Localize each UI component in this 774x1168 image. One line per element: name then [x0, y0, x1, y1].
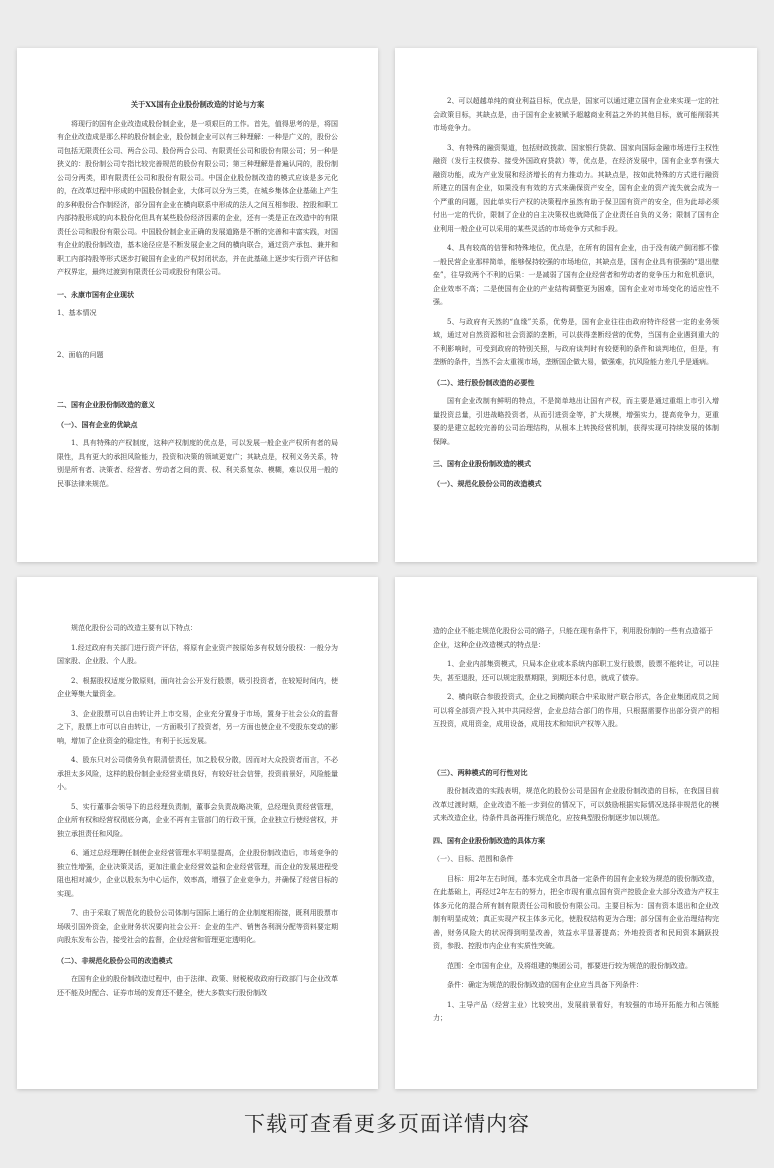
paragraph: 1、具有特殊的产权制度，这种产权制度的优点是，可以发展一般企业产权所有者的局限性，具有更大的承担风险能力，投资和决策的领域更宽广；其缺点是，权利义务关系，特别是所有者、决策者、经营者、劳动者之间的责、权、利关系复杂、模糊，难以仅用一般的民事法律来规范。 [57, 439, 338, 488]
subsection-heading: （二）、非规范化股份公司的改造模式 [57, 955, 173, 965]
paragraph: 将现行的国有企业改造成股份制企业，是一项艰巨的工作。首先，值得思考的是，将国有企业改造成是那么样的股份制企业，股份制企业可以有三种理解：一种是广义的，股份公司包括无限责任公司、两合公司、股份两合公司、有限责任公司和股份有限公司；另一种是狭义的：股份制公司专指比较完善规范的股份有限公司；第三种理解是普遍认同的，股份制公司分两类，即有限责任公司和股份有限公司。中国企业股份制改造的模式应该是多元化的，在改革过程中形成的中国股份制企业，大体可以分为三类，在城乡集体企业基础上产生的多种股份合作制经济，部分国有企业在横向联系中形成的法人之间互相参股、控股和职工内部持股形成的向本股份化但具有某些股份经济因素的企业，还有一类是正在改造中的有限责任公司和股份有限公司。中国股份制企业正确的发展道路是不断的完善和丰富实践，对国有企业的股份制改造，基本途径应是不断发展企业之间的横向联合，通过资产承包、兼并和职工内部持股等形式逐步打破国有企业的产权封闭状态，并在此基础上逐步实行资产评估和产权界定，最终过渡到有限责任公司或股份有限公司。 [57, 119, 338, 276]
paragraph: 2、可以超越单纯的商业利益目标，优点是，国家可以通过建立国有企业来实现一定的社会政策目标，其缺点是，由于国有企业被赋予超越商业利益之外的其他目标，就可能削弱其市场竞争力。 [433, 97, 719, 132]
blank-space [433, 738, 719, 760]
paragraph: 1、企业内部集资模式，只局本企业或本系统内部职工发行股票，股票不能转让，可以挂失，甚至退股，还可以规定股票期限，到期还本付息，就成了债券。 [433, 660, 719, 682]
paragraph: 4、具有较高的信誉和特殊地位，优点是，在所有的国有企业，由于没有破产倒闭都不像一般民营企业那样简单，能够保持较强的市场地位，其缺点是，国有企业具有很强的“退出壁垒”，往导致两个不利的后果：一是减弱了国有企业经营者和劳动者的竞争压力和危机意识，企业效率不高；二是使国有企业的产业结构调整更为困难，国有企业对市场变化的适应性不强。 [433, 244, 719, 306]
paragraph: 规范化股份公司的改造主要有以下特点： [71, 624, 197, 632]
text-line: 1、基本情况 [57, 309, 97, 317]
paragraph: 国有企业改制有鲜明的特点，不是简单地出让国有产权，而主要是通过重组上市引入增量投资总量，引进战略投资者，从而引进资金等，扩大规模，增强实力，提高竞争力，更重要的是建立起较完善的公司治理结构，从根本上转换经营机制，获得实现可持续发展的体制保障。 [433, 397, 719, 446]
paragraph: 3、企业股票可以自由转让并上市交易，企业充分置身于市场，置身于社会公众的监督之下，股票上市可以自由转让，一方面吸引了投资者，另一方面也使企业不受股东变动的影响，增加了企业资金的稳定性，有利于长远发展。 [57, 709, 338, 745]
text-line: 2、面临的问题 [57, 350, 104, 359]
paragraph: 2、横向联合参股投资式，企业之间横向联合中采取财产联合形式，各企业集团成员之间可以将全部资产投入其中共同经营，企业总结合部门的作用，只根据需要作出部分资产的相互投资，成用资金，成用设备，成用技术和知识产权等入股。 [433, 693, 719, 728]
paragraph: 3、有特殊的融资渠道，包括财政拨款、国家银行贷款、国家向国际金融市场进行主权性融资（发行主权债券、接受外国政府贷款）等，优点是，在经济发展中，国有企业享有强大融资功能，成为产业发展和经济增长的有力推动力。其缺点是，按如此特殊的方式进行融资所建立的国有企业，如果没有有效的方式来确保资产安全，国有企业的资产流失就会成为一个严重的问题，因此单实行产权的决策程序虽然有助于保卫国有资产的安全，但为此却必须付出一定的代价，限制了企业的自主决策权也就降低了企业责任自负的义务；限制了国有企业利用一般企业可以采用的某些灵活的市场竞争方式和手段。 [433, 143, 719, 233]
paragraph: 2、根据股权适度分散原则，面向社会公开发行股票，吸引投资者，在较短时间内，使企业筹集大量资金。 [57, 676, 338, 698]
section-heading: 二、国有企业股份制改造的意义 [57, 400, 155, 409]
paragraph: 在国有企业的股份制改造过程中，由于法律、政策、财税税收政府行政部门与企业改革还不能及时配合、证券市场的发育还不健全，使大多数实行股份制改 [57, 975, 338, 997]
paragraph: 6、通过总经理聘任制使企业经营管理水平明显提高，企业股份制改造后，市场竞争的独立性增强，企业决策灵活，更加注重企业经营效益和企业经营管理，而企业的发展进程受阻也相对减少，企业以股东为中心运作，效率高，增强了企业竞争力，并确保了经营目标的实现。 [57, 849, 338, 898]
document-page-4 [395, 577, 757, 1089]
paragraph: 1、主导产品（经营主业）比较突出，发展前景看好，有较强的市场开拓能力和占领能力； [433, 1000, 719, 1022]
blank-space [57, 368, 338, 390]
document-page-3 [17, 577, 378, 1089]
paragraph: 7、由于采取了规范化的股份公司体制与国际上通行的企业制度相衔接，既利用股票市场吸引国外资金，企业财务状况要向社会公开：企业的生产、销售各利润分配等资料要定期向股东发布公告，接受社会的监督，企业经营和管理更定透明化。 [57, 909, 338, 944]
download-more-prompt[interactable]: 下载可查看更多页面详情内容 [244, 1112, 530, 1136]
paragraph: 条件：确定为规范的股份制改造的国有企业应当具备下列条件： [447, 981, 643, 989]
text-line: 造的企业不能走规范化股份公司的路子，只能在现有条件下，利用股份制的一些有点造福于企业，这种企业改造模式的特点是： [433, 627, 713, 649]
paragraph: 4、股东只对公司债务负有限清偿责任，加之股权分散，因而对大众投资者而言，不必承担太多风险，这样的股份制企业经营业绩良好，有较好社会信誉，投资前景好，风险能量小。 [57, 756, 338, 791]
paragraph: 5、实行董事会领导下的总经理负责制，董事会负责战略决策，总经理负责经营管理，企业所有权和经营权彻底分离，企业不再有主管部门的行政干预，企业独立行使经营权，并独立承担责任和风险。 [57, 802, 338, 838]
paragraph: 目标：用2年左右时间，基本完成全市具备一定条件的国有企业较为规范的股份制改造，在此基础上，再经过2年左右的努力，把全市现有重点国有资产控股企业大部分改造为产权主体多元化的混合所有制有限责任公司和股份有限公司。主要目标为：国有资本退出和企业改制有明显成效；真正实现产权主体多元化，使股权结构更为合理；部分国有企业治理结构完善，财务风险大的状况得到明显改善，效益水平显著提高；外地投资者和民间资本踊跃投资，参股、控股市内企业有实质性突破。 [433, 874, 719, 950]
document-title: 关于XX国有企业股份制改造的讨论与方案 [130, 100, 265, 109]
subsection-heading: （三）、两种模式的可行性对比 [433, 767, 528, 777]
section-heading: 一、永康市国有企业现状 [57, 289, 134, 299]
paragraph: 1.经过政府有关部门进行资产评估，将原有企业资产按原始多有权划分股权：一般分为国家股、企业股、个人股。 [57, 643, 338, 665]
subsection-heading: （一）、规范化股份公司的改造模式 [433, 478, 542, 488]
section-heading: 四、国有企业股份制改造的具体方案 [433, 835, 545, 845]
subsection-heading: （二）、进行股份制改造的必要性 [433, 377, 535, 387]
subsection-heading: （一）、国有企业的优缺点 [57, 419, 138, 429]
document-page-1 [17, 48, 378, 562]
blank-space [57, 327, 338, 349]
text-line: （一）、目标、范围和条件 [433, 855, 514, 863]
section-heading: 三、国有企业股份制改造的模式 [433, 459, 531, 468]
paragraph: 5、与政府有天然的“血缘”关系，优势是，国有企业往往由政府特许经营一定的业务领域，通过对自然资源和社会资源的垄断，可以获得垄断经营的优势，当国有企业遇到重大的不利影响时，可受到政府的特别关照，与政府谈判时有较便利的条件和谈判地位，但是，有垄断的条件，当然不会太重视市场，垄断国企做大易，做强难，抗风险能力差几乎是通病。 [433, 317, 719, 366]
paragraph: 股份制改造的实践表明，规范化的股份公司是国有企业股份制改造的目标，在我国目前改革过渡时期，企业改造不能一步到位的情况下，可以鼓励根据实际情况选择非规范化的模式来改造企业，待条件具备再推行规范化，应按典型股份制逐步加以规范。 [433, 787, 719, 822]
paragraph: 范围：全市国有企业，及将组建的集团公司，都要进行较为规范的股份制改造。 [447, 961, 692, 970]
document-page-2 [395, 48, 757, 562]
